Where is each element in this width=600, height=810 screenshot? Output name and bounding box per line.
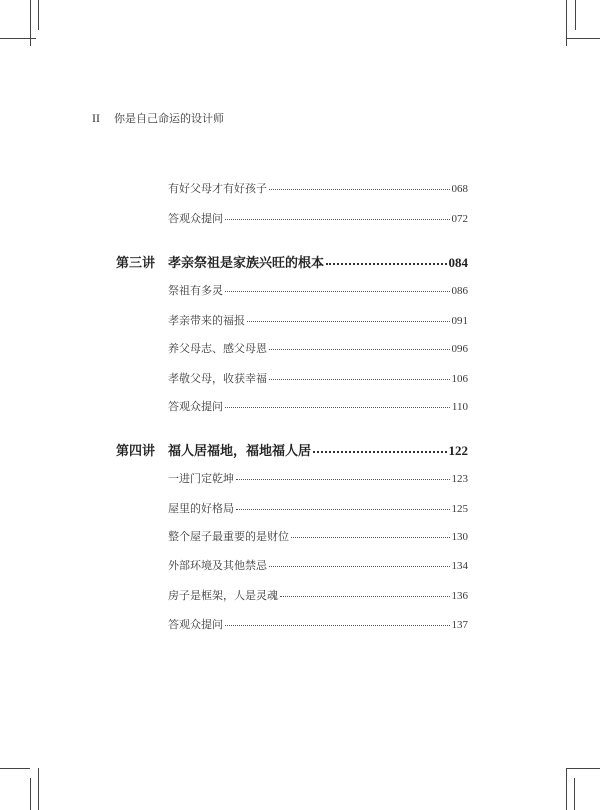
crop-mark-top-right-horizontal (566, 38, 600, 39)
toc-entry-page: 137 (451, 619, 468, 631)
crop-mark-bottom-left-horizontal (0, 768, 30, 769)
toc-entry-page: 123 (451, 473, 468, 485)
toc-entry-title: 整个屋子最重要的是财位 (168, 530, 289, 543)
page-number: II (92, 111, 100, 125)
toc-entry-page: 136 (451, 590, 468, 602)
chapter-number: 第四讲 (116, 444, 156, 459)
toc-entry-title: 屋里的好格局 (168, 502, 234, 515)
toc-entry[interactable] (168, 210, 468, 226)
crop-mark-bottom-right-horizontal (566, 768, 600, 769)
toc-entry-title: 祭祖有多灵 (168, 284, 223, 297)
toc-entry-title: 孝敬父母，收获幸福 (168, 372, 267, 385)
chapter-page: 084 (448, 255, 468, 270)
crop-mark-bottom-left-inner (30, 778, 31, 810)
toc-entry-page: 110 (451, 401, 468, 413)
dot-leader (236, 509, 450, 510)
crop-mark-bottom-right-vertical (566, 768, 567, 810)
toc-entry[interactable] (168, 587, 468, 603)
crop-mark-bottom-right-inner (574, 778, 575, 810)
toc-entry-page: 130 (451, 531, 468, 543)
toc-entry-title: 答观众提问 (168, 400, 223, 413)
toc-entry-page: 091 (451, 315, 468, 327)
toc-entry-page: 072 (451, 213, 468, 225)
toc-entry[interactable] (168, 528, 468, 544)
chapter-page: 122 (448, 443, 468, 458)
toc-entry[interactable] (168, 500, 468, 516)
toc-chapter-3[interactable] (116, 252, 468, 271)
toc-entry-title: 一进门定乾坤 (168, 472, 234, 485)
dot-leader (280, 596, 450, 597)
toc-entry[interactable] (168, 282, 468, 298)
chapter-title: 孝亲祭祖是家族兴旺的根本 (168, 256, 325, 271)
dot-leader (225, 291, 450, 292)
toc-entry[interactable] (168, 398, 468, 414)
dot-leader (326, 263, 446, 265)
crop-mark-top-left-vertical (30, 0, 31, 46)
toc-chapter-4[interactable] (116, 440, 468, 459)
toc-entry-title: 外部环境及其他禁忌 (168, 559, 267, 572)
toc-entry-title: 答观众提问 (168, 618, 223, 631)
dot-leader (269, 349, 450, 350)
dot-leader (269, 566, 450, 567)
dot-leader (225, 219, 450, 220)
dot-leader (313, 451, 446, 453)
toc-entry-title: 养父母志、感父母恩 (168, 342, 267, 355)
crop-mark-top-left-horizontal (0, 38, 36, 39)
toc-entry-title: 孝亲带来的福报 (168, 314, 245, 327)
toc-entry[interactable] (168, 180, 468, 196)
toc-entry[interactable] (168, 312, 468, 328)
toc-entry[interactable] (168, 470, 468, 486)
dot-leader (225, 407, 450, 408)
toc-entry-page: 086 (451, 285, 468, 297)
book-title: 你是自己命运的设计师 (114, 112, 224, 125)
chapter-number: 第三讲 (116, 256, 156, 271)
chapter-title: 福人居福地，福地福人居 (168, 444, 312, 459)
dot-leader (225, 625, 450, 626)
crop-mark-bottom-left-vertical (38, 768, 39, 810)
toc-entry-title: 答观众提问 (168, 212, 223, 225)
crop-mark-top-left-inner (38, 0, 39, 30)
toc-entry-page: 134 (451, 560, 468, 572)
toc-entry[interactable] (168, 370, 468, 386)
crop-mark-top-right-inner (575, 0, 576, 30)
dot-leader (269, 189, 450, 190)
toc-entry[interactable] (168, 616, 468, 632)
toc-entry-page: 106 (451, 373, 468, 385)
crop-mark-top-right-vertical (566, 0, 567, 46)
dot-leader (247, 321, 450, 322)
running-head (92, 110, 224, 126)
dot-leader (236, 479, 450, 480)
dot-leader (291, 537, 450, 538)
dot-leader (269, 379, 450, 380)
toc-entry-title: 房子是框架，人是灵魂 (168, 589, 278, 602)
toc-entry-title: 有好父母才有好孩子 (168, 182, 267, 195)
toc-entry[interactable] (168, 557, 468, 573)
toc-entry-page: 068 (451, 183, 468, 195)
toc-entry-page: 125 (451, 503, 468, 515)
toc-entry[interactable] (168, 340, 468, 356)
toc-entry-page: 096 (451, 343, 468, 355)
